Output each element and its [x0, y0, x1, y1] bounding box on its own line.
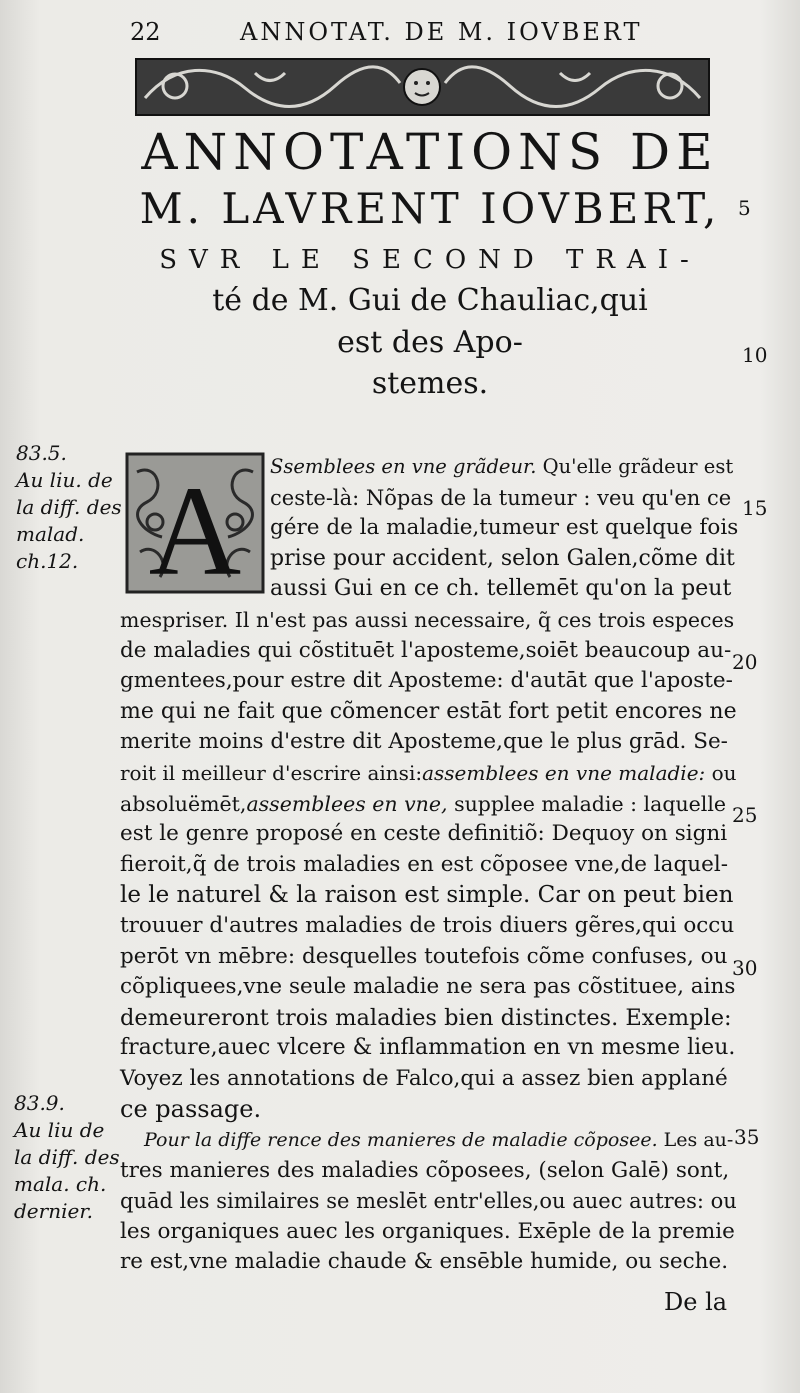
body-text — [120, 452, 740, 1278]
body-line: fieroit,q̃ de trois maladies en est cõposee vne,de laquel- — [120, 851, 728, 877]
margin-note-line: dernier. — [14, 1199, 94, 1223]
body-line: tres manieres des maladies cõposees, (selon Galē) sont, — [120, 1157, 730, 1183]
margin-note-line: Au liu de — [14, 1118, 105, 1142]
italic-phrase: assemblees en vne, — [246, 791, 448, 816]
line-text: Les au- — [657, 1129, 734, 1152]
margin-note-1 — [16, 440, 122, 575]
rubric-lead: Ssemblees en vne grãdeur. — [270, 455, 537, 478]
body-line — [120, 452, 740, 483]
running-title: ANNOTAT. DE M. IOVBERT — [240, 18, 643, 46]
italic-phrase: assemblees en vne maladie: — [422, 760, 706, 785]
body-line — [120, 1125, 740, 1156]
body-line: de maladies qui cõstituēt l'aposteme,soiēt beaucoup au- — [120, 637, 732, 663]
ornamental-headpiece — [135, 58, 710, 116]
title-line-2: M. LAVRENT IOVBERT, — [139, 184, 721, 233]
body-line: aussi Gui en ce ch. tellemēt qu'on la peut — [270, 576, 732, 602]
body-line: me qui ne fait que cõmencer estāt fort petit encores ne — [120, 698, 737, 724]
body-line: le le naturel & la raison est simple. Car on peut bien — [120, 882, 734, 909]
line-number: 5 — [738, 196, 751, 220]
body-line: Voyez les annotations de Falco,qui a assez bien applané — [120, 1065, 728, 1091]
body-line — [120, 789, 740, 820]
margin-note-line: 83.5. — [16, 441, 67, 465]
body-line: prise pour accident, selon Galen,cõme dit — [270, 545, 735, 571]
body-line: ce passage. — [120, 1095, 262, 1124]
title-line-6: stemes. — [371, 366, 489, 401]
margin-note-line: la diff. des — [14, 1145, 120, 1169]
running-head — [120, 18, 720, 48]
title-line-3: SVR LE SECOND TRAI- — [159, 245, 701, 275]
line-text: roit il meilleur d'escrire ainsi: — [120, 760, 423, 785]
margin-note-2 — [14, 1090, 120, 1225]
margin-note-line: mala. ch. — [14, 1172, 107, 1196]
body-line: est le genre proposé en ceste definitiõ: Dequoy on signi — [120, 821, 728, 847]
line-text: ou — [705, 760, 737, 785]
line-number: 30 — [732, 956, 758, 980]
margin-note-line: malad. — [16, 522, 85, 546]
line-text: supplee maladie : laquelle — [447, 791, 727, 816]
line-number: 20 — [732, 650, 758, 674]
catchword: De la — [664, 1288, 728, 1316]
drop-cap-letter: A — [148, 460, 242, 594]
body-line: fracture,auec vlcere & inflammation en vn mesme lieu. — [120, 1035, 736, 1061]
body-line: trouuer d'autres maladies de trois diuers gẽres,qui occu — [120, 912, 735, 938]
line-text: absoluëmēt, — [120, 791, 247, 816]
body-line: merite moins d'estre dit Aposteme,que le plus grād. Se- — [120, 729, 728, 755]
body-line: perōt vn mēbre: desquelles toutefois cõme confuses, ou — [120, 943, 728, 969]
rubric-lead: Pour la diffe rence des manieres de maladie cõposee. — [144, 1129, 658, 1152]
title-line-5: est des Apo- — [337, 325, 523, 360]
body-line — [120, 758, 740, 789]
body-line: quād les similaires se meslēt entr'elles,ou auec autres: ou — [120, 1189, 737, 1214]
body-line: gmentees,pour estre dit Aposteme: d'autāt que l'aposte- — [120, 668, 733, 694]
body-line: ceste-là: Nõpas de la tumeur : veu qu'en ce — [270, 485, 732, 510]
body-line: demeureront trois maladies bien distinctes. Exemple: — [120, 1004, 732, 1031]
margin-note-line: ch.12. — [16, 549, 79, 573]
body-line: re est,vne maladie chaude & ensēble humide, ou seche. — [120, 1249, 729, 1275]
body-line: cõpliquees,vne seule maladie ne sera pas cõstituee, ains — [120, 974, 736, 1000]
line-number: 25 — [732, 803, 758, 827]
body-line: les organiques auec les organiques. Exēple de la premie — [120, 1218, 735, 1244]
body-line: mespriser. Il n'est pas aussi necessaire, q̃ ces trois especes — [120, 607, 735, 632]
title-block — [100, 122, 760, 404]
line-number: 35 — [734, 1125, 760, 1149]
title-line-4: té de M. Gui de Chauliac,qui — [212, 283, 648, 318]
body-line: gére de la maladie,tumeur est quelque fois — [270, 515, 739, 541]
margin-note-line: la diff. des — [16, 495, 122, 519]
line-number: 10 — [742, 343, 768, 367]
line-number: 15 — [742, 496, 768, 520]
title-line-1: ANNOTATIONS DE — [141, 123, 719, 181]
margin-note-line: Au liu. de — [16, 468, 113, 492]
margin-note-line: 83.9. — [14, 1091, 65, 1115]
page-number: 22 — [130, 18, 161, 46]
line-text: Qu'elle grãdeur est — [536, 455, 734, 478]
